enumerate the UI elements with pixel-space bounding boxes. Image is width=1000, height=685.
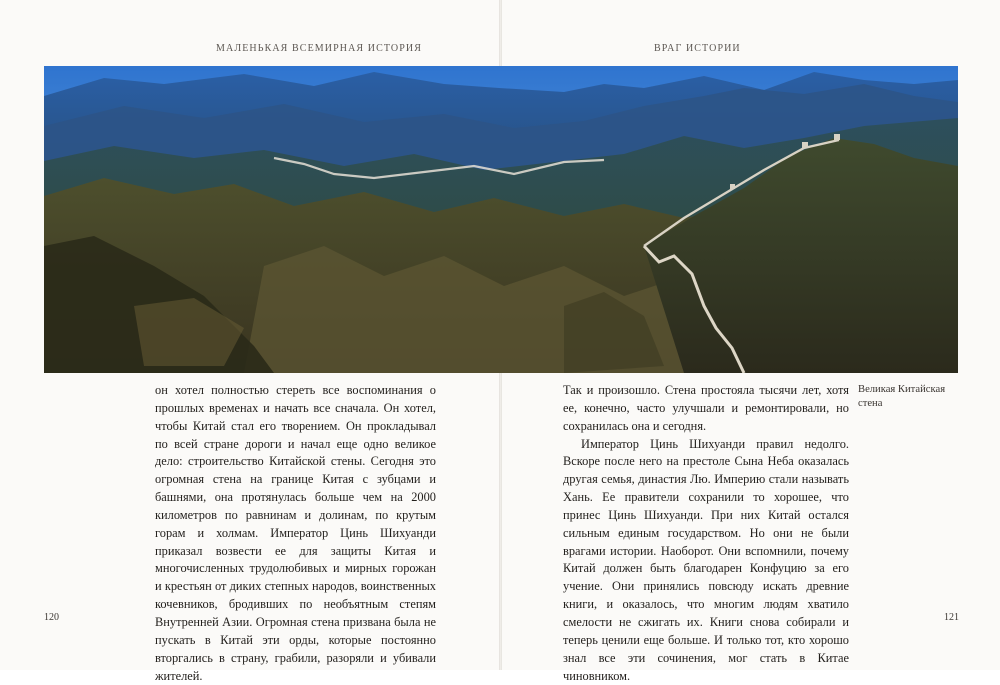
right-page-text — [563, 382, 849, 685]
page-number-right: 121 — [944, 612, 959, 623]
photo-caption: Великая Китайская стена — [858, 384, 946, 409]
page-number-left: 120 — [44, 612, 59, 623]
great-wall-photo — [44, 66, 958, 373]
running-head-right: ВРАГ ИСТОРИИ — [654, 43, 741, 54]
right-paragraph-1: Так и произошло. Стена простояла тысячи лет, хотя ее, конечно, часто улучшали и ремонтировали, но сохранилась она и сегодня. — [563, 383, 849, 433]
left-page-text — [155, 382, 436, 685]
running-head-left: МАЛЕНЬКАЯ ВСЕМИРНАЯ ИСТОРИЯ — [216, 43, 423, 54]
left-paragraph-1: он хотел полностью стереть все воспоминания о прошлых временах и начать все сначала. Он хотел, чтобы Китай стал его творением. Он прокладывал по всей стране дороги и начал еще одно великое дело: строительство Китайской стены. Сегодня это огромная стена на границе Китая с зубцами и башнями, она протянулась больше чем на 2000 километров по равнинам и долинам, по крутым горам и холмам. Император Цинь Шихуанди приказал возвести ее для защиты Китая и многочисленных трудолюбивых и мирных горожан и крестьян от диких степных народов, воинственных кочевников, бродивших по необъятным степям Внутренней Азии. Огромная стена призвана была не пускать в Китай эти орды, которые постоянно вторгались в страну, грабили, разоряли и убивали жителей. — [155, 383, 436, 683]
right-paragraph-2: Император Цинь Шихуанди правил недолго. Вскоре после него на престоле Сына Неба оказалась другая семья, династия Лю. Империю стали называть Хань. Ее правители сохранили то хорошее, что принес Цинь Шихуанди. При них Китай остался сильным единым государством. Но они не были врагами истории. Наоборот. Они вспомнили, почему Китай должен быть благодарен Конфуцию за его учение. Они принялись повсюду искать древние книги, и оказалось, что многим людям хватило смелости не сжигать их. Книги снова собирали и теперь ценили еще больше. И только тот, кто хорошо знал все эти сочинения, мог стать в Китае чиновником. — [563, 436, 849, 683]
